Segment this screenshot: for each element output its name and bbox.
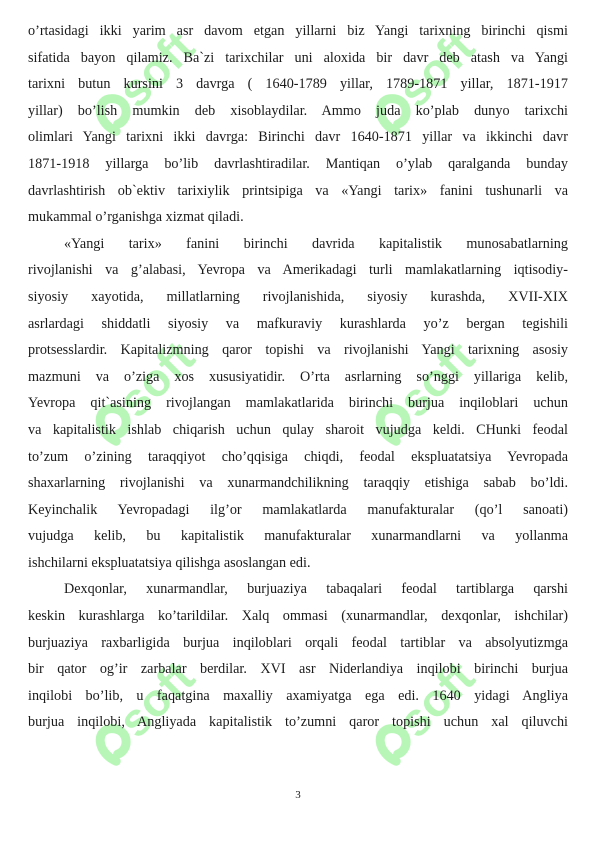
text-line: 1871-1918 yillarga bo’lib davrlashtiradilar. Mantiqan o’ylab qaralganda bunday — [28, 155, 568, 172]
text-line: sifatida bayon qilamiz. Ba`zi tarixchilar uni aloxida bir davr deb atash va Yangi — [28, 49, 568, 66]
text-line: Yevropa qit`asining rivojlangan mamlakatlarida birinchi burjua inqiloblari uchun — [28, 395, 568, 412]
text-line: va kapitalistik ishlab chiqarish uchun qulay sharoit vujudga keldi. CHunki feodal — [28, 421, 568, 438]
text-line: o’rtasidagi ikki yarim asr davom etgan yillarni biz Yangi tarixning birinchi qismi — [28, 23, 568, 39]
svg-text:soft: soft — [107, 330, 205, 428]
text-line: rivojlanishi va g’alabasi, Yevropa va Amerikadagi turli mamlakatlarning iqtisodiy- — [28, 262, 568, 279]
text-line: bir qator og’ir zarbalar berdilar. XVI asr Niderlandiya inqilobi birinchi burjua — [28, 661, 568, 678]
text-line: to’zum o’zining taraqqiyot cho’qqisiga chiqdi, feodal ekspluatatsiya Yevropada — [28, 448, 568, 465]
paragraph — [28, 231, 568, 577]
text-line: Keyinchalik Yevropadagi ilg’or mamlakatlarda manufakturalar (qo’l sanoati) — [28, 501, 568, 518]
svg-text:soft: soft — [387, 650, 485, 748]
text-line: inqilobi bo’lib, u faqatgina maxalliy axamiyatga ega edi. 1640 yidagi Angliya — [28, 687, 568, 704]
text-line: davrlashtirish ob`ektiv tarixiylik printsipiga va «Yangi tarix» fanini tushunarli va — [28, 182, 568, 199]
text-line: shaxarlarning rivojlanishi va xunarmandchilikning taraqqiy etishiga sabab bo’ldi. — [28, 475, 568, 492]
svg-text:soft: soft — [387, 330, 485, 428]
body-text — [28, 18, 568, 736]
svg-text:soft: soft — [107, 20, 205, 118]
text-line: asrlardagi shiddatli siyosiy va mafkuraviy kurashlarda yo’z bergan tegishili — [28, 315, 568, 332]
text-line: mazmuni va o’ziga xos xususiyatidir. O’rta asrlarning so’nggi yillariga kelib, — [28, 368, 568, 385]
text-line: vujudga kelib, bu kapitalistik manufakturalar xunarmandlarni va yollanma — [28, 528, 568, 545]
text-line: olimlari Yangi tarixni ikki davrga: Birinchi davr 1640-1871 yillar va ikkinchi davr — [28, 129, 568, 146]
text-line: siyosiy xayotida, millatlarning rivojlanishida, siyosiy kurashda, XVII-XIX — [28, 288, 568, 305]
text-line: «Yangi tarix» fanini birinchi davrida kapitalistik munosabatlarning — [64, 235, 568, 252]
text-line: burjua inqilobi, Angliyada kapitalistik to’zumni qaror topishi uchun xal qiluvchi — [28, 714, 568, 731]
paragraph — [28, 18, 568, 231]
paragraph — [28, 576, 568, 736]
text-line: keskin kurashlarga ko’tarildilar. Xalq ommasi (xunarmandlar, dexqonlar, ishchilar) — [28, 608, 568, 625]
text-line: ishchilarni ekspluatatsiya qilishga asoslangan edi. — [28, 554, 311, 571]
text-line: protsesslardir. Kapitalizmning qaror topishi va rivojlanishi Yangi tarixning asosiy — [28, 342, 568, 359]
svg-text:soft: soft — [107, 650, 205, 748]
text-line: mukammal o’rganishga xizmat qiladi. — [28, 209, 244, 226]
page-number: 3 — [295, 789, 301, 801]
text-line: tarixni butun kursini 3 davrga ( 1640-1789 yillar, 1789-1871 yillar, 1871-1917 — [28, 76, 568, 93]
svg-text:soft: soft — [387, 20, 485, 118]
text-line: yillar) bo’lish mumkin deb xisoblaydilar. Ammo juda ko’plab dunyo tarixchi — [28, 102, 568, 119]
text-line: Dexqonlar, xunarmandlar, burjuaziya tabaqalari feodal tartiblarga qarshi — [64, 581, 568, 598]
text-line: burjuaziya raxbarligida burjua inqiloblari orqali feodal tartiblar va absolyutizmga — [28, 634, 568, 651]
